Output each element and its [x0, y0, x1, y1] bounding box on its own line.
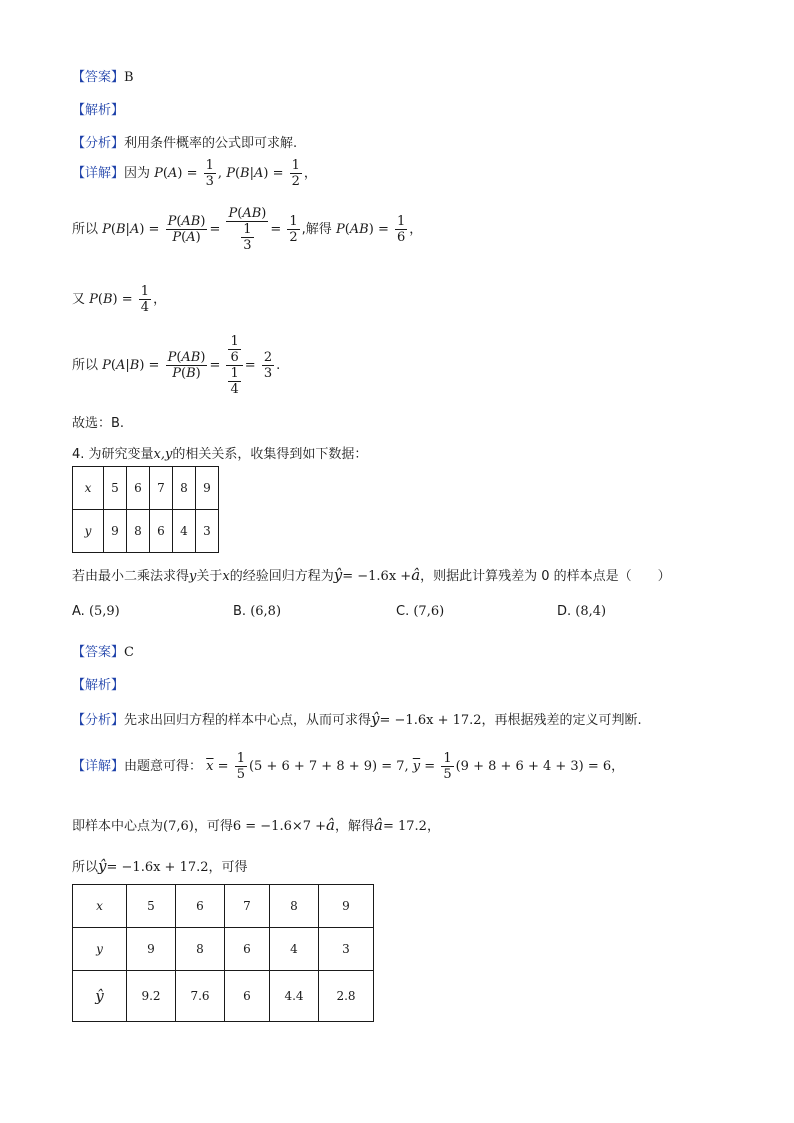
you-text: 又	[72, 292, 86, 307]
q3-detail-line: 【详解】因为 P(A) = $\frac{1}{3}$ , P(B|A) = $\frac{1}{2}$ ，	[72, 158, 317, 189]
analysis-tag: 【解析】	[72, 103, 125, 118]
fenxi-tag: 【分析】	[72, 136, 125, 151]
q4-residual-table	[72, 884, 374, 1022]
fenxi-text: 利用条件概率的公式即可求解.	[124, 136, 298, 151]
fraction-one-quarter: $\frac{1}{4}$	[140, 284, 150, 315]
q4-fenxi-line: 【分析】先求出回归方程的样本中心点，从而可求得ŷ= −1.6x + 17.2，再根据残差的定义可判断.	[72, 710, 642, 728]
q4-answer-line: 【答案】C	[72, 645, 134, 660]
fraction-one-fifth-2: $\frac{1}{5}$	[443, 751, 452, 782]
a-hat-glyph: â	[411, 566, 421, 584]
table-row: ŷ 9.2 7.6 6 4.4 2.8	[73, 971, 374, 1022]
q4-center-line: 即样本中心点为(7,6)，可得6 = −1.6×7 +â，解得â= 17.2，	[72, 816, 440, 834]
table-row: y 9 8 6 4 3	[73, 928, 374, 971]
q4-prompt: 若由最小二乘法求得y关于x的经验回归方程为ŷ= −1.6x +â，则据此计算残差为 0 的样本点是（ ）	[72, 566, 671, 584]
suoyi-text: 所以	[72, 222, 99, 237]
table-row: x 5 6 7 8 9	[73, 467, 219, 510]
q4-analysis-line: 【解析】	[72, 678, 125, 693]
y-hat-glyph: ŷ	[333, 566, 343, 584]
fraction-pab-third: $\frac{P(AB)}{\frac{1}{3}}$	[228, 206, 267, 253]
q3-analysis-line	[72, 99, 124, 118]
detail-tag: 【详解】	[72, 166, 125, 181]
table-row: y 9 8 6 4 3	[73, 510, 219, 553]
fraction-half-2: $\frac{1}{2}$	[289, 214, 298, 245]
q3-conclusion: 故选：B.	[72, 416, 125, 431]
fraction-pab-pb: $\frac{P(AB)}{P(B)}$	[167, 350, 206, 381]
option-b[interactable]: B. (6,8)	[233, 604, 282, 619]
table-row: x 5 6 7 8 9	[73, 885, 374, 928]
q4-data-table	[72, 466, 219, 553]
q4-so-line: 所以ŷ= −1.6x + 17.2，可得	[72, 857, 248, 875]
suoyi-text-2: 所以	[72, 358, 99, 373]
q4-stem: 4. 为研究变量x,y的相关关系，收集得到如下数据：	[72, 447, 368, 462]
formula-pa: P(A) =	[154, 166, 198, 181]
option-d[interactable]: D. (8,4)	[557, 604, 607, 619]
fraction-pab-pa: $\frac{P(AB)}{P(A)}$	[167, 214, 206, 245]
fraction-one-fifth: $\frac{1}{5}$	[236, 751, 245, 782]
q3-suoyi-line: 所以 P(B|A) = $\frac{P(AB)}{P(A)}$ = $\frac{P(AB)}{\frac{1}{3}}$ = $\frac{1}{2}$ ,解得 P(AB) = $\frac{1}{6}$ ，	[72, 206, 423, 253]
fraction-sixth-quarter: $\frac{\frac{1}{6}}{\frac{1}{4}}$	[226, 334, 242, 397]
fraction-one-sixth: $\frac{1}{6}$	[396, 214, 406, 245]
q3-fenxi-line	[72, 132, 297, 151]
fraction-one-half: $\frac{1}{2}$	[291, 158, 300, 189]
q4-detail-line: 【详解】由题意可得： $\overline{x}$ = $\frac{1}{5}$ (5 + 6 + 7 + 8 + 9) = 7, $\overline{y}$ = $\frac{1}{5}$ (9 + 8 + 6 + 4 + 3) = 6，	[72, 751, 625, 782]
q3-answer-line	[72, 66, 134, 85]
jiede-text: ,解得	[301, 222, 332, 237]
fraction-two-thirds: $\frac{2}{3}$	[263, 350, 273, 381]
q3-result-line: 所以 P(A|B) = $\frac{P(AB)}{P(B)}$ = $\frac{\frac{1}{6}}{\frac{1}{4}}$ = $\frac{2}{3}$ .	[72, 334, 281, 397]
detail-because: 因为	[124, 166, 151, 181]
q3-you-line: 又 P(B) = $\frac{1}{4}$ ，	[72, 284, 167, 315]
option-a[interactable]: A. (5,9)	[72, 604, 120, 619]
option-c[interactable]: C. (7,6)	[396, 604, 445, 619]
answer-tag: 【答案】	[72, 70, 125, 85]
fraction-one-third: $\frac{1}{3}$	[205, 158, 214, 189]
answer-value: B	[124, 70, 134, 85]
